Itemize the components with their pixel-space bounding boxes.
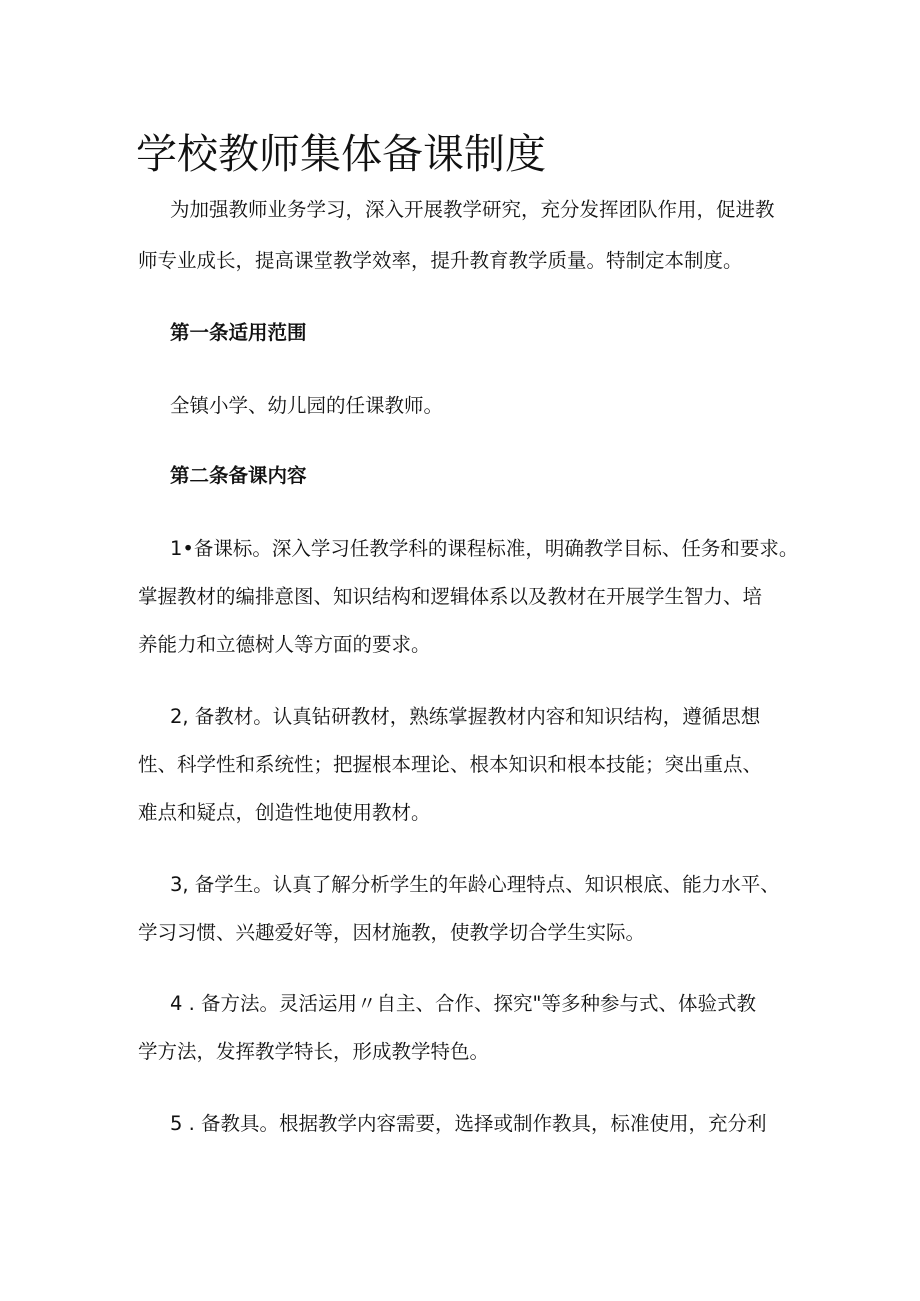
item4-line-2: 学方法，发挥教学特长，形成教学特色。 [138,1040,490,1063]
item2-line-3: 难点和疑点，创造性地使用教材。 [138,801,431,824]
item4-line-1: 4 . 备方法。灵活运用〃自主、合作、探究"等多种参与式、体验式教 [170,992,756,1015]
item1-line-1: 1•备课标。深入学习任教学科的课程标准，明确教学目标、任务和要求。 [170,537,799,560]
intro-line-1: 为加强教师业务学习，深入开展教学研究，充分发挥团队作用，促进教 [170,198,775,221]
article1-body: 全镇小学、幼儿园的任课教师。 [170,394,444,417]
item2-line-2: 性、科学性和系统性；把握根本理论、根本知识和根本技能；突出重点、 [138,753,763,776]
item5-line-1: 5 . 备教具。根据教学内容需要，选择或制作教具，标准使用，充分利 [170,1112,767,1135]
intro-line-2: 师专业成长，提高课堂教学效率，提升教育教学质量。特制定本制度。 [138,249,743,272]
article2-heading: 第二条备课内容 [170,464,307,487]
item1-line-3: 养能力和立德树人等方面的要求。 [138,633,431,656]
document-title: 学校教师集体备课制度 [136,130,546,178]
article1-heading: 第一条适用范围 [170,321,307,344]
item1-line-2: 掌握教材的编排意图、知识结构和逻辑体系以及教材在开展学生智力、培 [138,585,763,608]
item3-line-2: 学习习惯、兴趣爱好等，因材施教，使教学切合学生实际。 [138,921,646,944]
item3-line-1: 3, 备学生。认真了解分析学生的年龄心理特点、知识根底、能力水平、 [170,873,780,896]
item2-line-1: 2, 备教材。认真钻研教材，熟练掌握教材内容和知识结构，遵循思想 [170,705,761,728]
